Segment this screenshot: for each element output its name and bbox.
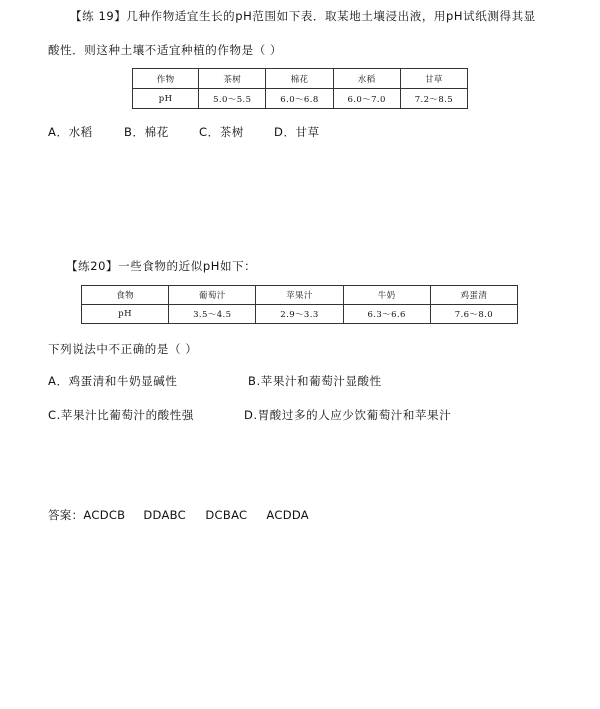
table-cell: 甘草 xyxy=(400,69,467,89)
q20-ph-table xyxy=(81,285,518,324)
table-cell: 鸡蛋清 xyxy=(430,286,517,305)
option-c: C．茶树 xyxy=(199,125,244,139)
q20-question: 下列说法中不正确的是（ ） xyxy=(48,342,198,356)
q19-stem-line1: 【练 19】几种作物适宜生长的pH范围如下表．取某地土壤浸出液，用pH试纸测得其显 xyxy=(70,9,536,23)
q20-option-a: A．鸡蛋清和牛奶显碱性 xyxy=(48,374,178,388)
q20-option-c: C.苹果汁比葡萄汁的酸性强 xyxy=(48,408,194,422)
table-header-row xyxy=(133,69,468,89)
table-cell: 葡萄汁 xyxy=(169,286,256,305)
table-cell: pH xyxy=(133,89,199,109)
option-d: D．甘草 xyxy=(274,125,320,139)
table-cell: 3.5～4.5 xyxy=(169,305,256,324)
answer-group: ACDCB xyxy=(83,508,126,522)
table-row xyxy=(82,305,518,324)
option-b: B．棉花 xyxy=(124,125,169,139)
table-cell: 7.6～8.0 xyxy=(430,305,517,324)
table-cell: 棉花 xyxy=(266,69,333,89)
table-cell: 6.3～6.6 xyxy=(343,305,430,324)
table-header-row xyxy=(82,286,518,305)
answer-label: 答案： xyxy=(48,508,84,522)
q20-option-b: B.苹果汁和葡萄汁显酸性 xyxy=(248,374,382,388)
table-row xyxy=(133,89,468,109)
table-cell: 牛奶 xyxy=(343,286,430,305)
table-cell: 6.0～6.8 xyxy=(266,89,333,109)
table-cell: 食物 xyxy=(82,286,169,305)
answer-line xyxy=(48,507,309,523)
table-cell: pH xyxy=(82,305,169,324)
table-cell: 6.0～7.0 xyxy=(333,89,400,109)
q20-title: 【练20】一些食物的近似pH如下： xyxy=(66,259,257,273)
answer-group: DCBAC xyxy=(205,508,248,522)
table-cell: 作物 xyxy=(133,69,199,89)
answer-group: DDABC xyxy=(143,508,186,522)
option-a: A．水稻 xyxy=(48,125,93,139)
q20-option-d: D.胃酸过多的人应少饮葡萄汁和苹果汁 xyxy=(244,408,452,422)
table-cell: 水稻 xyxy=(333,69,400,89)
table-cell: 2.9～3.3 xyxy=(256,305,343,324)
answer-group: ACDDA xyxy=(266,508,309,522)
table-cell: 苹果汁 xyxy=(256,286,343,305)
q19-ph-table xyxy=(132,68,468,109)
table-cell: 茶树 xyxy=(199,69,266,89)
table-cell: 7.2～8.5 xyxy=(400,89,467,109)
q19-options xyxy=(48,124,320,140)
table-cell: 5.0～5.5 xyxy=(199,89,266,109)
q19-stem-line2: 酸性．则这种土壤不适宜种植的作物是（ ） xyxy=(48,43,283,57)
